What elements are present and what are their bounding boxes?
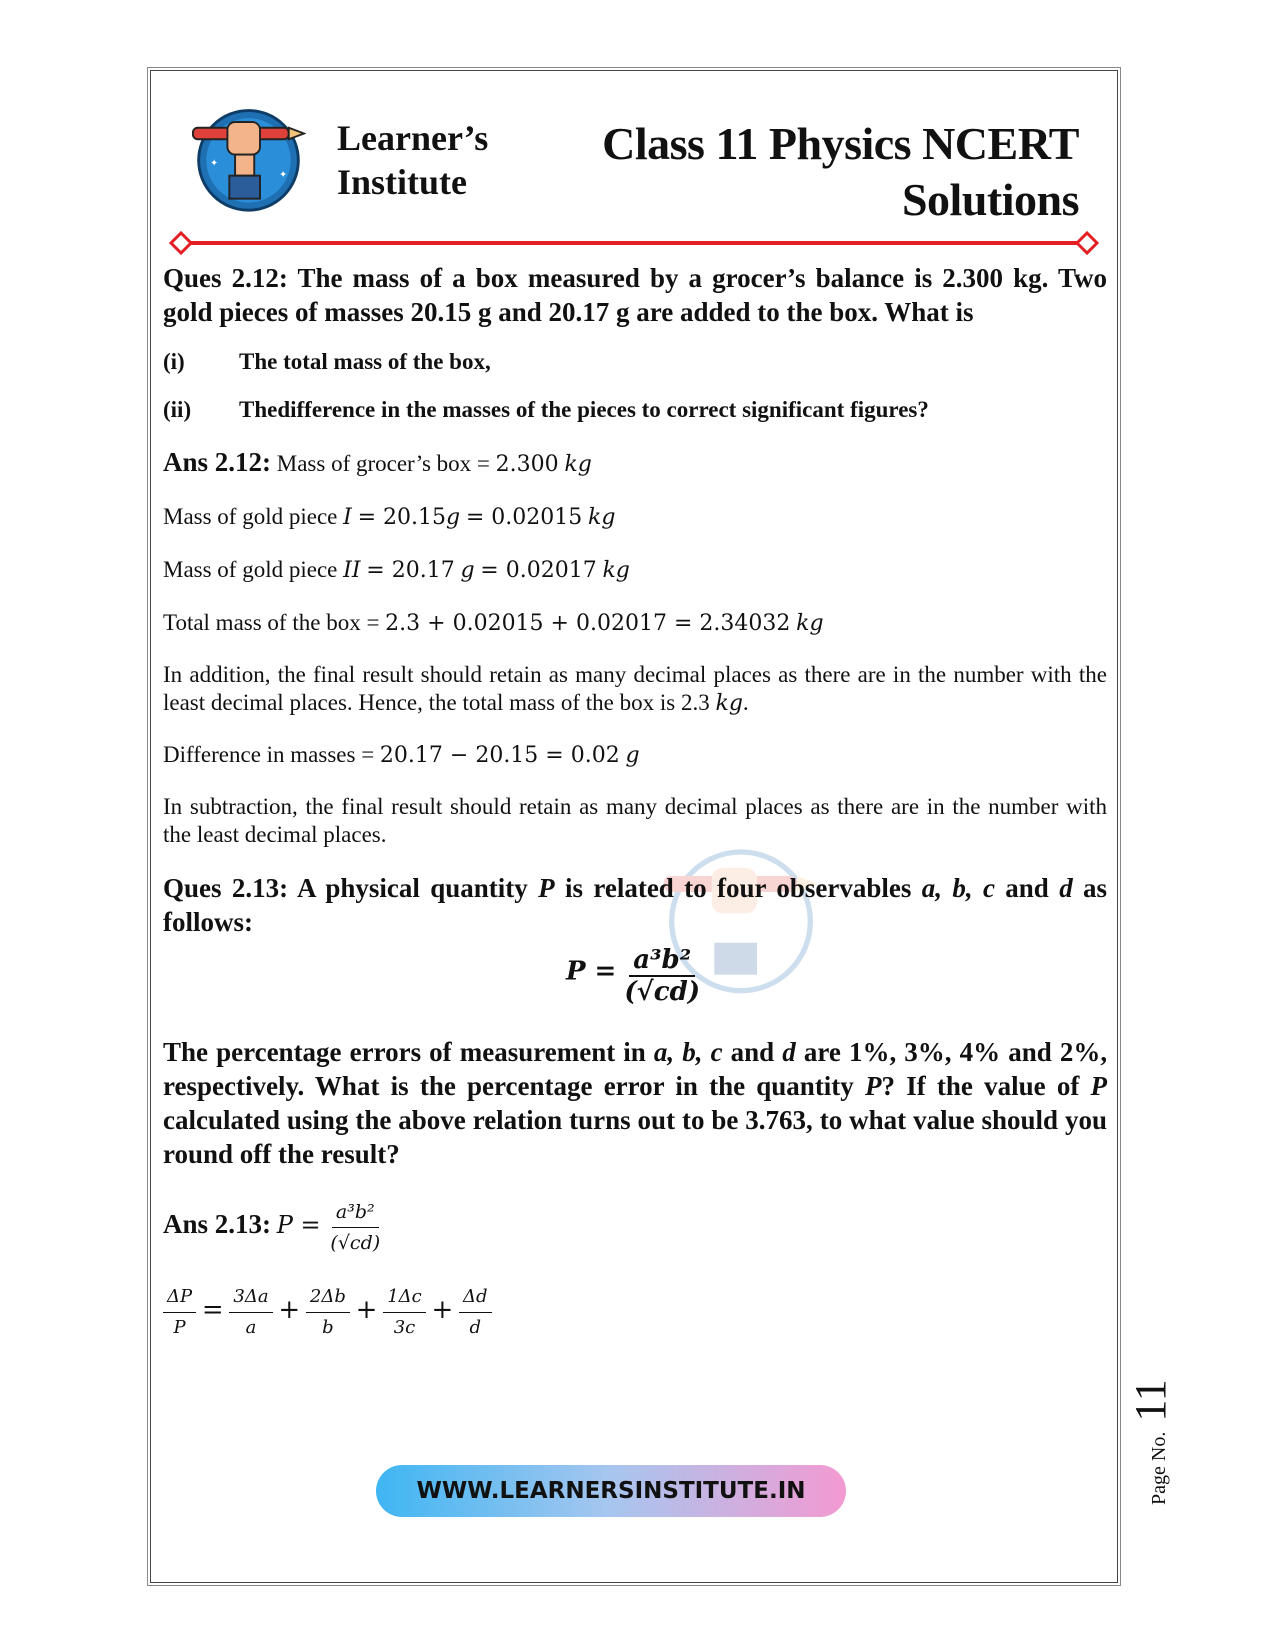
svg-text:✦: ✦ (210, 158, 219, 170)
answer-2-12-para-2 (163, 793, 1107, 849)
expr: = 0.02015 (465, 505, 583, 530)
answer-2-12-line-4 (163, 608, 1107, 639)
answer-value: 2.300 (495, 452, 559, 477)
question-text: ? If the value of (881, 1071, 1080, 1101)
numerator: 3Δa (229, 1282, 272, 1313)
numerator: a³b² (332, 1197, 379, 1228)
denominator: 3c (393, 1317, 416, 1338)
sub-number: (i) (163, 349, 185, 374)
unit: g (446, 505, 461, 530)
formula-fraction (326, 1197, 384, 1258)
symbol: P (865, 1071, 882, 1101)
page-number (1125, 1379, 1176, 1505)
answer-text: Mass of gold piece (163, 557, 338, 582)
term-delta-d (459, 1282, 492, 1343)
answer-2-12-line-2 (163, 502, 1107, 533)
formula-2-13 (163, 945, 1107, 1007)
denominator: b (322, 1317, 334, 1338)
header-divider (169, 231, 1099, 255)
sub-text: The total mass of the box, (239, 349, 491, 374)
plus: + (431, 1294, 454, 1325)
expr: = 20.15 (357, 505, 447, 530)
website-url-link[interactable] (376, 1465, 846, 1517)
question-text: and (730, 1037, 775, 1067)
expr: 20.17 − 20.15 = 0.02 (379, 743, 620, 768)
sub-question-i (163, 349, 1107, 375)
question-text: The percentage errors of measurement in (163, 1037, 646, 1067)
numerator: 1Δc (383, 1282, 426, 1313)
expr: = 0.02017 (480, 558, 597, 583)
answer-2-12-para-1 (163, 661, 1107, 718)
term-delta-p (163, 1282, 196, 1343)
unit: g (460, 558, 475, 583)
numerator: a³b² (629, 945, 695, 977)
formula-lhs: P = (565, 956, 617, 987)
denominator: a (245, 1317, 257, 1338)
content (163, 259, 1107, 1343)
page-number-value: 11 (1126, 1379, 1175, 1422)
denominator: P (173, 1317, 186, 1338)
formula-fraction (620, 945, 704, 1007)
answer-text: Total mass of the box = (163, 610, 380, 635)
question-label: Ques 2.13: (163, 873, 289, 903)
plus: + (278, 1294, 301, 1325)
page-frame (150, 70, 1118, 1583)
numerator: Δd (459, 1282, 492, 1313)
paragraph-text: In subtraction, the final result should retain as many decimal places as there are in the number with the least decimal places. (163, 794, 1107, 847)
answer-2-12-line-1 (163, 447, 1107, 480)
answer-label: Ans 2.12: (163, 447, 272, 477)
expr: 2.3 + 0.02015 + 0.02017 = 2.34032 (385, 611, 791, 636)
equals: = (201, 1294, 224, 1325)
answer-text: Mass of grocer’s box = (276, 451, 490, 476)
symbol: d (782, 1037, 796, 1067)
answer-2-13-error-eq (163, 1282, 1107, 1343)
document-title (602, 116, 1079, 228)
answer-label: Ans 2.13: (163, 1208, 272, 1239)
term-delta-a (229, 1282, 272, 1343)
symbol: d (1059, 873, 1073, 903)
term-delta-c (383, 1282, 426, 1343)
question-label: Ques 2.12: (163, 263, 288, 293)
sub-text: Thedifference in the masses of the pieces to correct significant figures? (239, 397, 929, 422)
unit: g (625, 743, 640, 768)
plus: + (355, 1294, 378, 1325)
answer-text: Mass of gold piece (163, 504, 338, 529)
unit: kg (564, 452, 592, 477)
sub-number: (ii) (163, 397, 192, 422)
denominator: (√cd) (624, 977, 701, 1007)
brand-line-1: Learner’s (337, 118, 489, 158)
question-text: The mass of a box measured by a grocer’s balance is 2.300 kg. Two gold pieces of masses 20.15 g and 20.17 g are added to the box. What is (163, 263, 1108, 327)
brand-line-2: Institute (337, 162, 468, 202)
title-line-1: Class 11 Physics NCERT (602, 118, 1079, 169)
page-label: Page No. (1148, 1431, 1170, 1505)
question-2-12 (163, 261, 1107, 329)
symbol: I (343, 505, 352, 530)
answer-2-13-line-1 (163, 1197, 1107, 1258)
unit: kg (602, 558, 630, 583)
unit: kg (715, 691, 743, 716)
denominator: d (469, 1317, 482, 1338)
unit: kg (796, 611, 824, 636)
learners-institute-logo (191, 99, 306, 214)
question-2-13-para (163, 1035, 1107, 1171)
question-text: calculated using the above relation turns out to be 3.763, to what value should you round off the result? (163, 1105, 1107, 1169)
svg-text:✦: ✦ (279, 169, 288, 181)
answer-text: Difference in masses = (163, 742, 375, 767)
answer-2-12-line-5 (163, 740, 1107, 771)
symbol: P (1090, 1071, 1108, 1101)
denominator: (√cd) (330, 1232, 381, 1254)
symbol: II (343, 558, 361, 583)
answer-2-12-line-3 (163, 555, 1107, 586)
punct: . (742, 690, 749, 715)
header (151, 71, 1117, 246)
numerator: 2Δb (306, 1282, 350, 1313)
question-text: are 1%, 3%, 4% and 2%, respectively. What is the percentage error in the quantity (163, 1037, 1108, 1101)
symbol: a, b, c (921, 873, 995, 903)
question-text: and (1005, 873, 1049, 903)
question-2-13 (163, 871, 1107, 939)
sub-question-ii (163, 397, 1107, 423)
paragraph-text: In addition, the final result should retain as many decimal places as there are in the number with the least decimal places. Hence, the total mass of the box is 2.3 (163, 662, 1107, 715)
question-text: A physical quantity (296, 873, 528, 903)
symbol: P (538, 873, 555, 903)
numerator: ΔP (163, 1282, 196, 1313)
unit: kg (588, 505, 616, 530)
brand-name (337, 116, 488, 204)
term-delta-b (306, 1282, 350, 1343)
formula-lhs: P = (276, 1210, 321, 1239)
question-text: as follows: (163, 873, 1108, 937)
symbol: a, b, c (653, 1037, 723, 1067)
question-text: is related to four observables (564, 873, 912, 903)
title-line-2: Solutions (901, 174, 1079, 225)
expr: = 20.17 (366, 558, 455, 583)
website-url: WWW.LEARNERSINSTITUTE.IN (416, 1478, 806, 1504)
